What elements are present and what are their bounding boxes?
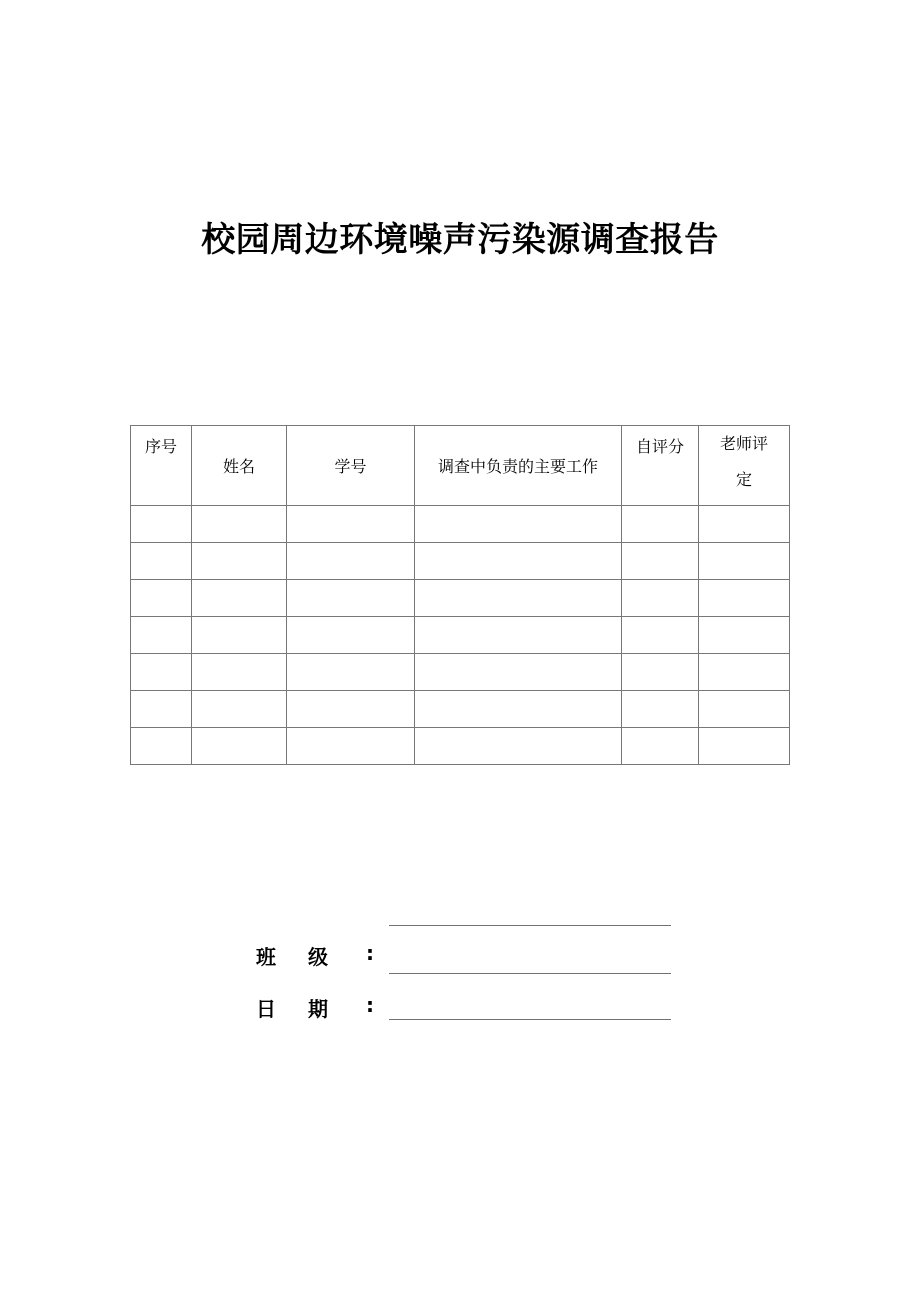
table-row bbox=[131, 691, 790, 728]
header-name: 姓名 bbox=[192, 426, 287, 506]
table-cell[interactable] bbox=[131, 617, 192, 654]
table-cell[interactable] bbox=[192, 506, 287, 543]
title-text: 校园周边环境噪声污染源调查报告 bbox=[201, 220, 719, 260]
table-row bbox=[131, 654, 790, 691]
table-row bbox=[131, 617, 790, 654]
table-cell[interactable] bbox=[131, 580, 192, 617]
header-teacher-rating: 老师评定 bbox=[719, 434, 768, 489]
class-input-line[interactable] bbox=[389, 973, 671, 974]
table-cell[interactable] bbox=[622, 728, 699, 765]
class-colon: : bbox=[366, 941, 374, 965]
table-cell[interactable] bbox=[192, 543, 287, 580]
header-teacher-rating-cell bbox=[699, 426, 790, 506]
table-cell[interactable] bbox=[131, 691, 192, 728]
table-cell[interactable] bbox=[287, 543, 415, 580]
table-row bbox=[131, 728, 790, 765]
table-cell[interactable] bbox=[622, 506, 699, 543]
table-cell[interactable] bbox=[192, 691, 287, 728]
header-main-work: 调查中负责的主要工作 bbox=[415, 426, 622, 506]
class-label-char1: 班 bbox=[256, 945, 276, 969]
table-cell[interactable] bbox=[622, 691, 699, 728]
date-label-char1: 日 bbox=[256, 997, 276, 1021]
table-cell[interactable] bbox=[287, 654, 415, 691]
document-title bbox=[0, 212, 920, 261]
table-cell[interactable] bbox=[415, 506, 622, 543]
table-row bbox=[131, 506, 790, 543]
table-row bbox=[131, 580, 790, 617]
member-table bbox=[130, 425, 790, 765]
table-cell[interactable] bbox=[287, 506, 415, 543]
table-cell[interactable] bbox=[699, 506, 790, 543]
table-header-row bbox=[131, 426, 790, 506]
table-cell[interactable] bbox=[622, 543, 699, 580]
table-cell[interactable] bbox=[192, 728, 287, 765]
table-cell[interactable] bbox=[415, 580, 622, 617]
table-cell[interactable] bbox=[699, 543, 790, 580]
table-cell[interactable] bbox=[131, 506, 192, 543]
table-cell[interactable] bbox=[699, 728, 790, 765]
date-input-line[interactable] bbox=[389, 1019, 671, 1020]
table-cell[interactable] bbox=[192, 654, 287, 691]
table-cell[interactable] bbox=[415, 728, 622, 765]
class-line-top bbox=[389, 925, 671, 926]
table-row bbox=[131, 543, 790, 580]
table-cell[interactable] bbox=[699, 617, 790, 654]
table-cell[interactable] bbox=[415, 654, 622, 691]
header-index: 序号 bbox=[131, 426, 192, 506]
table-cell[interactable] bbox=[699, 580, 790, 617]
table-cell[interactable] bbox=[192, 617, 287, 654]
table-cell[interactable] bbox=[622, 580, 699, 617]
table-cell[interactable] bbox=[622, 654, 699, 691]
table-cell[interactable] bbox=[131, 543, 192, 580]
header-student-id: 学号 bbox=[287, 426, 415, 506]
table-cell[interactable] bbox=[287, 617, 415, 654]
header-self-score: 自评分 bbox=[622, 426, 699, 506]
table-cell[interactable] bbox=[415, 617, 622, 654]
class-label-char2: 级 bbox=[308, 945, 328, 969]
date-colon: : bbox=[366, 993, 374, 1017]
table-cell[interactable] bbox=[415, 543, 622, 580]
table-cell[interactable] bbox=[415, 691, 622, 728]
table-cell[interactable] bbox=[287, 691, 415, 728]
table-cell[interactable] bbox=[192, 580, 287, 617]
table-cell[interactable] bbox=[131, 654, 192, 691]
table-cell[interactable] bbox=[622, 617, 699, 654]
table-cell[interactable] bbox=[699, 654, 790, 691]
date-label-char2: 期 bbox=[308, 997, 328, 1021]
table-cell[interactable] bbox=[287, 580, 415, 617]
table-cell[interactable] bbox=[131, 728, 192, 765]
table-cell[interactable] bbox=[699, 691, 790, 728]
table-cell[interactable] bbox=[287, 728, 415, 765]
